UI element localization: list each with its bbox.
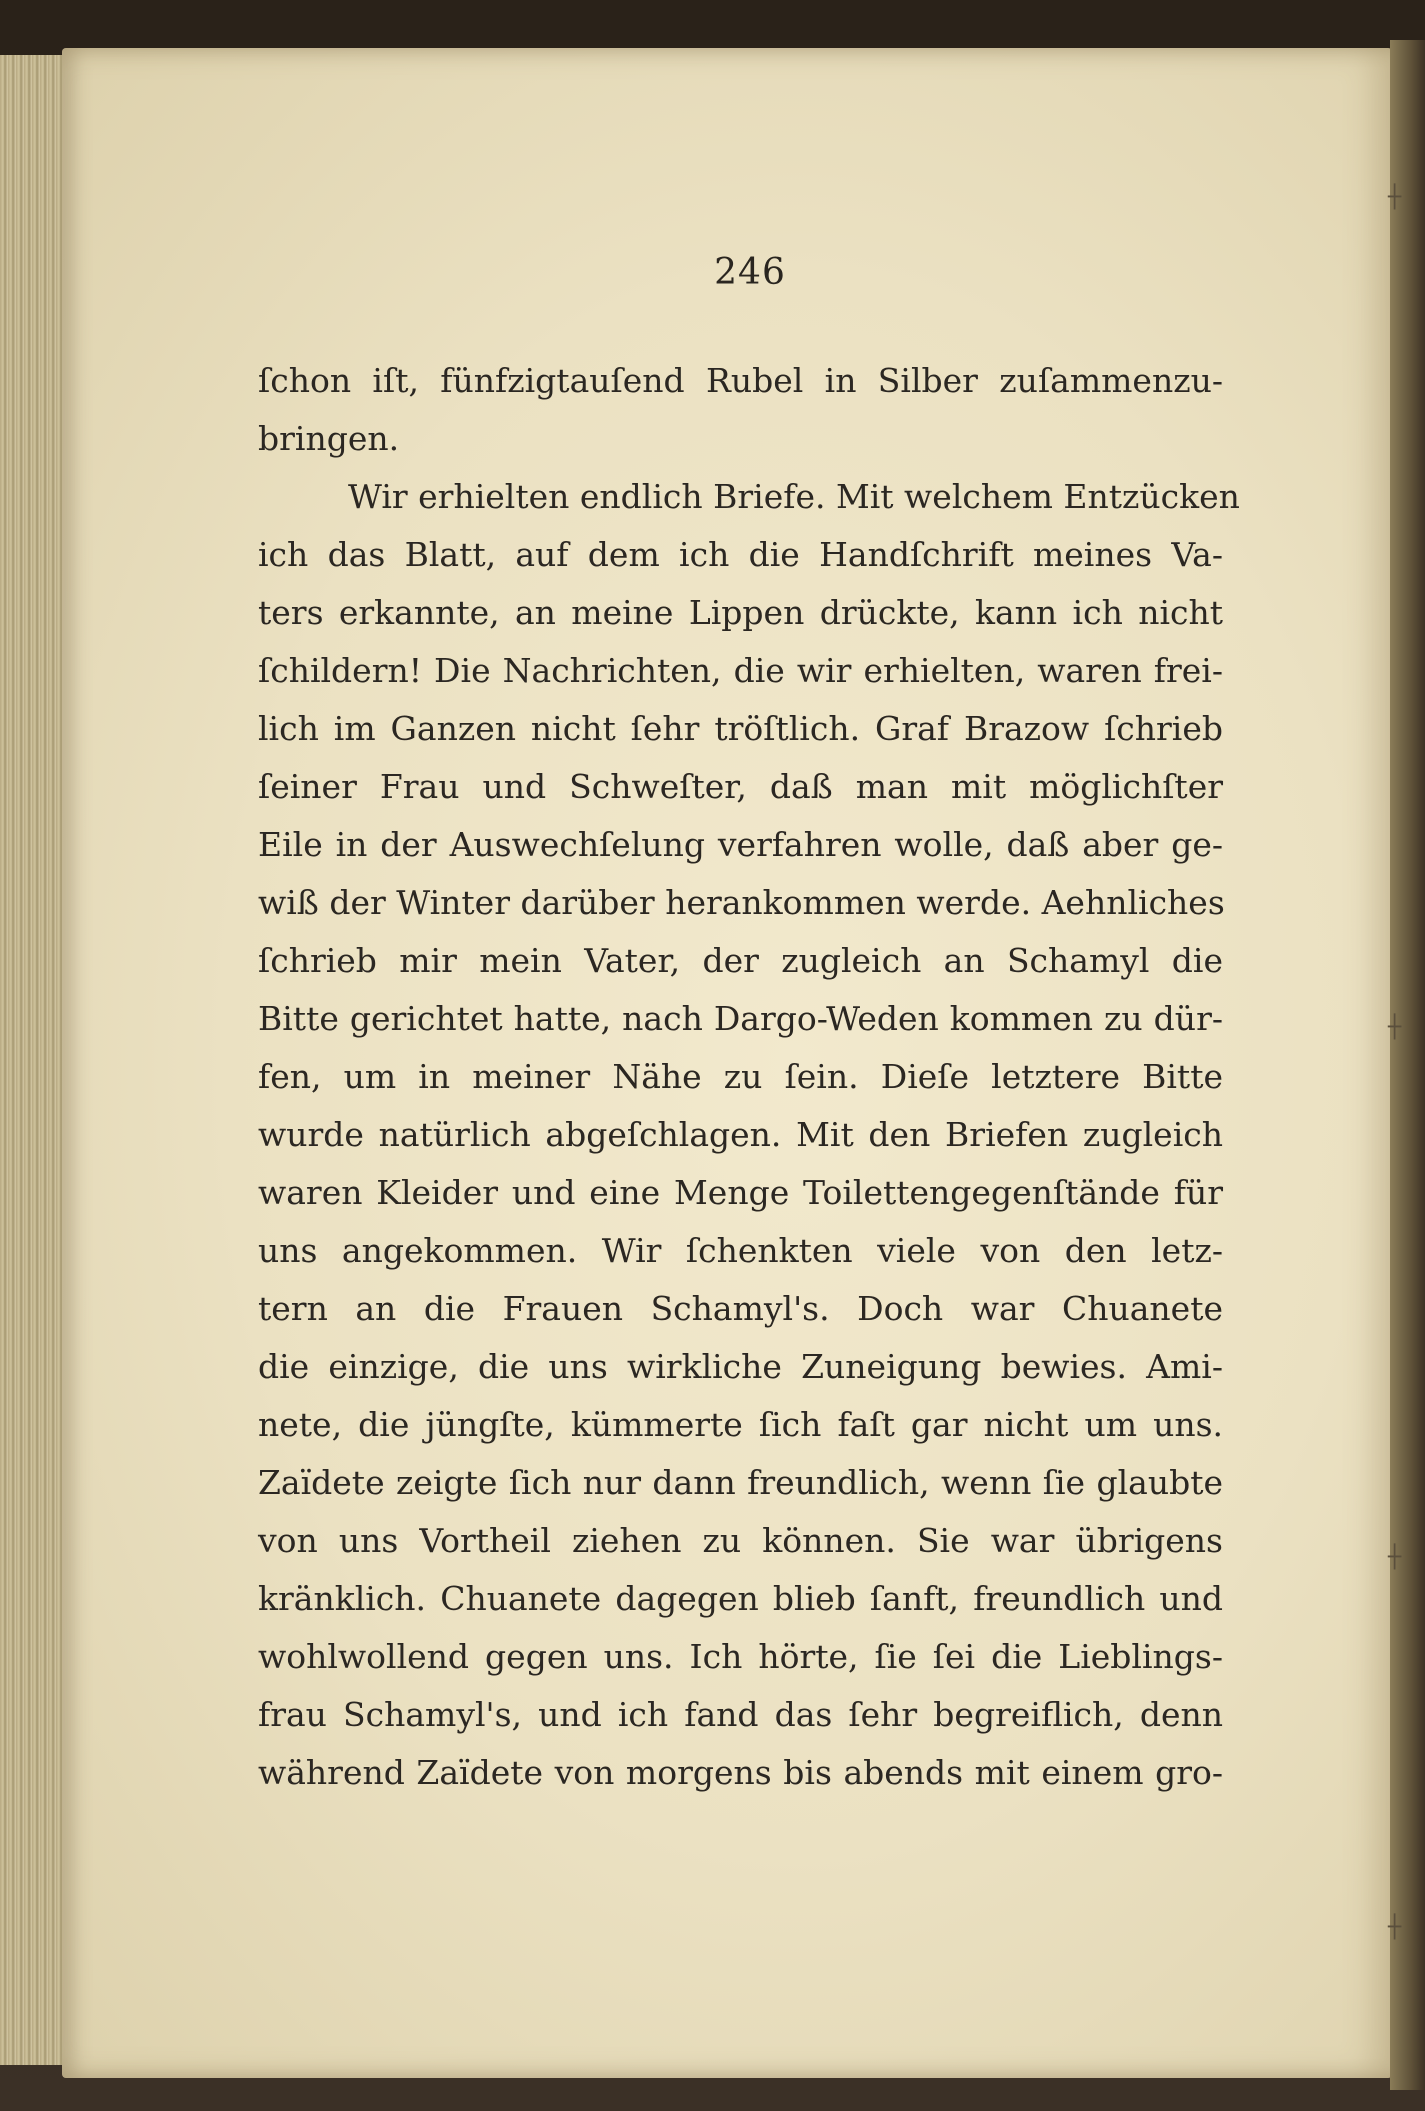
text-line: waren Kleider und eine Menge Toilettengegenſtände für <box>258 1173 1223 1212</box>
text-line: von uns Vortheil ziehen zu können. Sie war übrigens <box>258 1521 1223 1560</box>
text-line: nete, die jüngſte, kümmerte ſich faſt gar nicht um uns. <box>258 1405 1223 1444</box>
text-line: lich im Ganzen nicht ſehr tröſtlich. Graf Brazow ſchrieb <box>258 709 1223 748</box>
page-text <box>258 352 1240 1802</box>
page-number: 246 <box>714 252 786 293</box>
text-line: fen, um in meiner Nähe zu ſein. Dieſe letztere Bitte <box>258 1057 1223 1096</box>
margin-tick-mark: ┼ <box>1388 1545 1402 1570</box>
text-line: während Zaïdete von morgens bis abends mit einem gro- <box>258 1753 1223 1792</box>
margin-tick-mark: ┼ <box>1388 1915 1402 1940</box>
text-line: wurde natürlich abgeſchlagen. Mit den Briefen zugleich <box>258 1115 1223 1154</box>
text-line: ters erkannte, an meine Lippen drückte, kann ich nicht <box>258 593 1223 632</box>
text-line: ich das Blatt, auf dem ich die Handſchrift meines Va- <box>258 535 1223 574</box>
text-line: bringen. <box>258 419 400 458</box>
text-line: ſchon iſt, fünfzigtauſend Rubel in Silber zuſammenzu- <box>258 361 1223 400</box>
text-line: uns angekommen. Wir ſchenkten viele von den letz- <box>258 1231 1223 1270</box>
text-line: frau Schamyl's, und ich fand das ſehr begreiflich, denn <box>258 1695 1223 1734</box>
text-line: ſeiner Frau und Schweſter, daß man mit möglichſter <box>258 767 1223 806</box>
text-line: Zaïdete zeigte ſich nur dann freundlich, wenn ſie glaubte <box>258 1463 1223 1502</box>
text-line: Eile in der Auswechſelung verfahren wolle, daß aber ge- <box>258 825 1223 864</box>
margin-tick-mark: ┼ <box>1388 1015 1402 1040</box>
margin-tick-mark: ┼ <box>1388 185 1402 210</box>
text-line: wohlwollend gegen uns. Ich hörte, ſie ſei die Lieblings- <box>258 1637 1223 1676</box>
text-line: Bitte gerichtet hatte, nach Dargo-Weden kommen zu dür- <box>258 999 1223 1038</box>
text-line: ſchrieb mir mein Vater, der zugleich an Schamyl die <box>258 941 1223 980</box>
text-line: ſchildern! Die Nachrichten, die wir erhielten, waren frei- <box>258 651 1223 690</box>
text-line: kränklich. Chuanete dagegen blieb ſanft, freundlich und <box>258 1579 1223 1618</box>
text-line: wiß der Winter darüber herankommen werde. Aehnliches <box>258 883 1225 922</box>
text-line: Wir erhielten endlich Briefe. Mit welchem Entzücken <box>348 477 1240 516</box>
book-binding <box>1390 40 1425 2090</box>
text-line: tern an die Frauen Schamyl's. Doch war Chuanete <box>258 1289 1223 1328</box>
text-line: die einzige, die uns wirkliche Zuneigung bewies. Ami- <box>258 1347 1223 1386</box>
